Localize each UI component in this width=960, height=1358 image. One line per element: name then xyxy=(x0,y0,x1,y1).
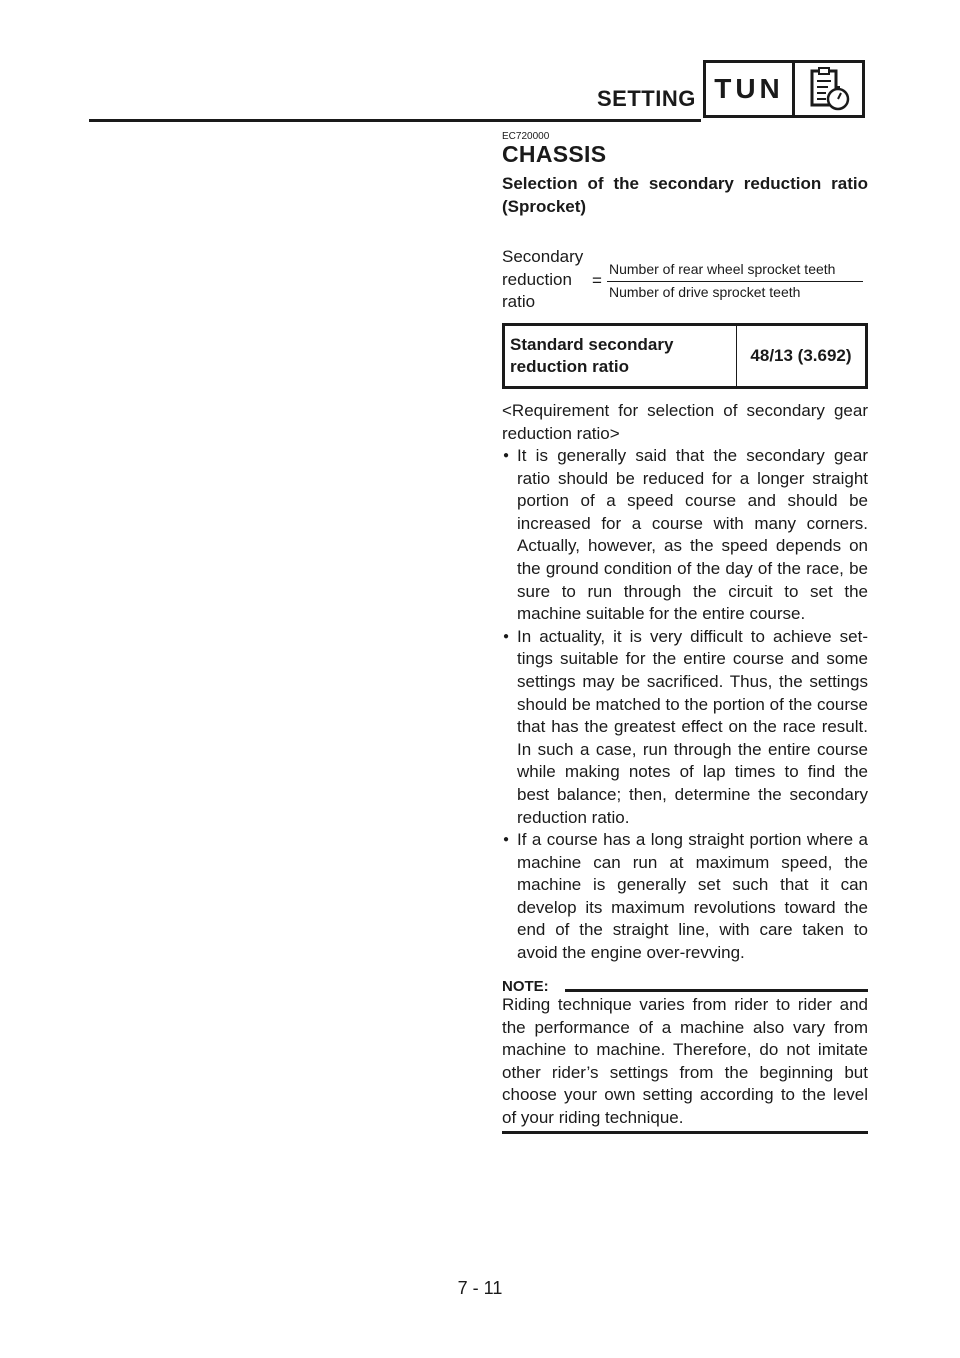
section-tab xyxy=(703,60,865,118)
formula-label-line: ratio xyxy=(502,292,536,311)
formula-denominator: Number of drive sprocket teeth xyxy=(609,284,801,300)
note-label: NOTE: xyxy=(502,978,549,995)
section-code: EC720000 xyxy=(502,131,550,142)
section-tab-label: TUN xyxy=(706,63,795,115)
note-rule xyxy=(565,989,868,992)
formula-equals: = xyxy=(592,271,602,290)
formula-numerator: Number of rear wheel sprocket teeth xyxy=(609,261,836,277)
formula-label xyxy=(502,246,583,314)
note-end-rule xyxy=(502,1131,868,1134)
bullet-list xyxy=(502,445,868,965)
formula-label-line: reduction xyxy=(502,269,572,289)
ratio-formula xyxy=(502,246,868,316)
fraction-bar xyxy=(607,281,863,282)
spec-label: Standard secondary reduction ratio xyxy=(505,326,737,386)
page-title: SETTING xyxy=(597,86,696,111)
page-number: 7 - 11 xyxy=(457,1278,503,1298)
requirement-title: <Requirement for selection of secondary gear reduction ratio> xyxy=(502,401,868,443)
header-rule xyxy=(89,119,701,122)
spec-value: 48/13 (3.692) xyxy=(750,346,852,365)
bullet-item: ● In actuality, it is very difficult to achieve set-tings suitable for the entire course and some settings may be sacrificed. Thus, the settings should be matched to the portion of the course that has the greatest effect on the race result. In such a case, run through the entire course while making notes of lap times to find the best balance; then, determine the secondary reduction ratio. xyxy=(502,626,868,829)
bullet-item: ● If a course has a long straight portion where a machine can run at maximum speed, the machine is generally set such that it can develop its maximum revolutions toward the end of the straight line, with care taken to avoid the engine over-revving. xyxy=(502,829,868,965)
section-subheading: Selection of the secondary reduction ratio (Sprocket) xyxy=(502,174,868,216)
section-heading: CHASSIS xyxy=(502,141,607,167)
note-text: Riding technique varies from rider to rider and the performance of a machine also vary from machine to machine. Therefore, do not imitate other rider’s settings from the beginning but choose your own setting according to the level of your riding technique. xyxy=(502,995,868,1127)
stopwatch-clipboard-icon xyxy=(795,63,862,115)
formula-label-line: Secondary xyxy=(502,247,584,266)
spec-table xyxy=(502,323,868,389)
bullet-item: ● It is generally said that the secondary gear ratio should be reduced for a longer straight portion of a speed course and should be increased for a course with many corners. Actually, however, as the speed depends on the ground condition of the day of the race, be sure to run through the circuit to set the machine suitable for the entire course. xyxy=(502,445,868,626)
